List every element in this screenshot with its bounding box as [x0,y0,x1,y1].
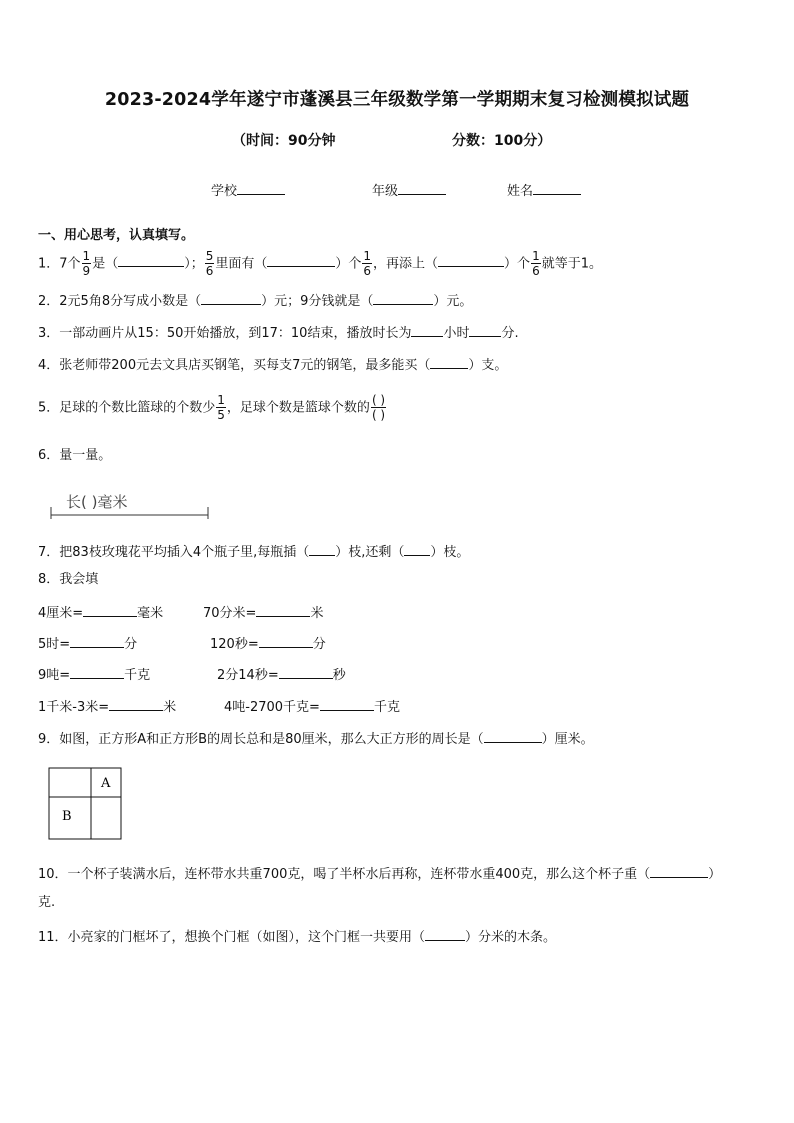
grade-label: 年级 [372,184,399,199]
section-heading: 一、用心思考，认真填写。 [38,228,195,243]
question-5: 5．足球的个数比篮球的个数少 $\frac{1}{5}$ ，足球个数是篮球个数的 $\frac{( )}{( )}$ [38,393,386,423]
answer-blank[interactable] [484,730,542,743]
blank-fraction[interactable]: $\frac{( )}{( )}$ [371,393,386,423]
label-a: A [101,776,111,791]
name-blank[interactable] [533,181,581,195]
question-10: 10．一个杯子装满水后，连杯带水共重700克，喝了半杯水后再称，连杯带水重400克，那么这个杯子重（ ） [38,867,722,882]
question-2: 2．2元5角8分写成小数是（ ）元；9分钱就是（ ）元。 [38,294,473,309]
question-4: 4．张老师带200元去文具店买钢笔，买每支7元的钢笔，最多能买（ ）支。 [38,358,508,373]
school-field[interactable] [211,180,285,199]
answer-blank[interactable] [373,292,433,305]
answer-blank[interactable] [201,292,261,305]
answer-blank[interactable] [109,698,163,711]
answer-blank[interactable] [320,698,374,711]
conversion-row: 120秒= 分 [210,637,326,652]
page-title: 2023-2024学年遂宁市蓬溪县三年级数学第一学期期末复习检测模拟试题 [104,90,690,110]
fraction: $\frac{1}{9}$ [82,249,91,279]
ruler-figure [48,489,213,525]
conversion-row: 1千米-3米= 米 [38,700,177,715]
answer-blank[interactable] [267,254,335,267]
question-11: 11．小亮家的门框坏了，想换个门框（如图），这个门框一共要用（ ）分米的木条。 [38,930,557,945]
answer-blank[interactable] [650,865,708,878]
name-field[interactable] [507,180,581,199]
question-7: 7．把83枝玫瑰花平均插入4个瓶子里,每瓶插（ ）枝,还剩（ ）枝。 [38,545,470,560]
answer-blank[interactable] [70,635,124,648]
fraction: $\frac{5}{6}$ [205,249,214,279]
answer-blank[interactable] [256,604,310,617]
answer-blank[interactable] [259,635,313,648]
grade-blank[interactable] [398,181,446,195]
label-b: B [62,809,72,824]
question-6: 6．量一量。 [38,448,112,463]
grade-field[interactable] [372,180,446,199]
fraction: $\frac{1}{6}$ [363,249,372,279]
question-8: 8．我会填 [38,572,99,587]
name-label: 姓名 [507,184,534,199]
conversion-row: 5时= 分 [38,637,138,652]
answer-blank[interactable] [83,604,137,617]
answer-blank[interactable] [411,324,443,337]
question-3: 3．一部动画片从15：50开始播放，到17：10结束，播放时长为 小时 分. [38,326,519,341]
square-diagram [48,767,124,841]
answer-blank[interactable] [438,254,504,267]
question-10-unit: 克. [38,895,56,910]
answer-blank[interactable] [469,324,501,337]
exam-time: （时间：90分钟 [232,133,336,149]
question-1: 1．7个 $\frac{1}{9}$ 是（ ）； $\frac{5}{6}$ 里面有（ ）个 $\frac{1}{6}$ ，再添上（ ）个 $\frac{1}{6}$ 就等于1。 [38,249,602,279]
conversion-row: 4吨-2700千克= 千克 [224,700,400,715]
answer-blank[interactable] [425,928,465,941]
fraction: $\frac{1}{5}$ [217,393,225,423]
school-blank[interactable] [237,181,285,195]
conversion-row: 70分米= 米 [203,606,324,621]
question-9: 9．如图，正方形A和正方形B的周长总和是80厘米，那么大正方形的周长是（ ）厘米。 [38,732,594,747]
conversion-row: 4厘米= 毫米 [38,606,164,621]
school-label: 学校 [211,184,238,199]
answer-blank[interactable] [279,666,333,679]
answer-blank[interactable] [404,543,430,556]
answer-blank[interactable] [309,543,335,556]
ruler-label: 长( )毫米 [66,493,128,511]
exam-score: 分数：100分） [452,133,552,149]
conversion-row: 9吨= 千克 [38,668,151,683]
answer-blank[interactable] [118,254,184,267]
answer-blank[interactable] [70,666,124,679]
fraction: $\frac{1}{6}$ [532,249,540,279]
conversion-row: 2分14秒= 秒 [217,668,346,683]
answer-blank[interactable] [430,356,468,369]
square-figure [48,767,124,845]
